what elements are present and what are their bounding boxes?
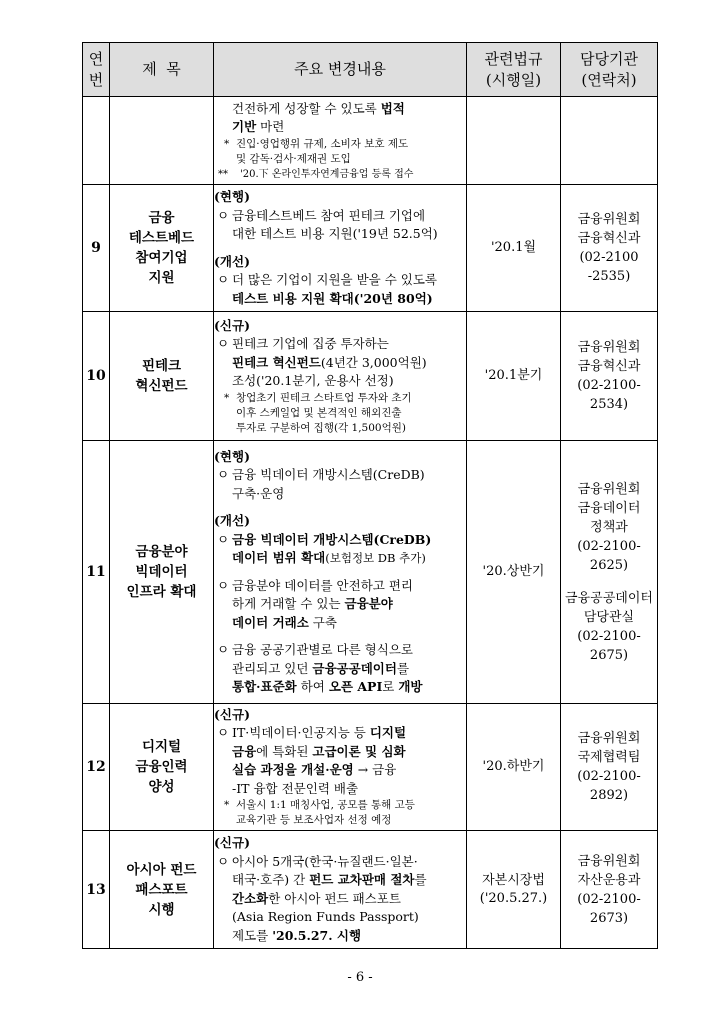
status-tag: (현행) [214, 189, 250, 204]
table-row-continuation [83, 97, 658, 185]
header-law: 관련법규 (시행일) [467, 43, 561, 97]
row-org: 금융위원회 금융혁신과 (02-2100- 2534) [561, 312, 658, 441]
bullet-item: ㅇ IT·빅데이터·인공지능 등 디지털 금융에 특화된 고급이론 및 심화 실습 과정을 개설·운영 → 금융 -IT 융합 전문인력 배출 [217, 725, 407, 796]
row-title: 디지털 금융인력 양성 [110, 704, 214, 831]
row-number: 12 [83, 704, 110, 831]
table-row [83, 185, 658, 312]
cell-title [110, 97, 214, 185]
table-row [83, 312, 658, 441]
row-org: 금융위원회 금융데이터 정책과 (02-2100- 2625) 금융공공데이터 담당관실 (02-2100- 2675) [561, 441, 658, 704]
status-tag: (개선) [214, 513, 250, 528]
row-content [214, 185, 467, 312]
table-row [83, 831, 658, 949]
bullet-item: ㅇ 금융 빅데이터 개방시스템(CreDB) 데이터 범위 확대(보험정보 DB 추가) [217, 531, 432, 565]
bullet-item: ㅇ 금융 공공기관별로 다른 형식으로 관리되고 있던 금융공공데이터를 통합·표준화 하여 오픈 API로 개방 [217, 642, 423, 694]
status-tag: (신규) [214, 706, 250, 722]
row-title: 핀테크 혁신펀드 [110, 312, 214, 441]
cell-no [83, 97, 110, 185]
row-law: '20.1분기 [467, 312, 561, 441]
row-title: 금융 테스트베드 참여기업 지원 [110, 185, 214, 312]
bullet-item: ㅇ 아시아 5개국(한국·뉴질랜드·일본· 태국·호주) 간 펀드 교차판매 절차를 간소화한 아시아 펀드 패스포트 (Asia Region Funds Passport) 제도를 '20.5.27. 시행 [217, 853, 427, 943]
status-tag: (현행) [214, 448, 250, 464]
bullet-item: ㅇ 더 많은 기업이 지원을 받을 수 있도록 테스트 비용 지원 확대('20년 80억) [217, 272, 437, 306]
row-number: 9 [83, 185, 110, 312]
content-line: 기반 마련 [232, 119, 285, 134]
row-org: 금융위원회 자산운용과 (02-2100- 2673) [561, 831, 658, 949]
cell-law [467, 97, 561, 185]
row-content [214, 441, 467, 704]
bullet-item: ㅇ 금융테스트베드 참여 핀테크 기업에 대한 테스트 비용 지원('19년 52.5억) [217, 207, 438, 241]
row-law: '20.1월 [467, 185, 561, 312]
content-line: 건전하게 성장할 수 있도록 법적 [232, 100, 405, 116]
footnote: * 서울시 1:1 매칭사업, 공모를 통해 고등 교육기관 등 보조사업자 선정 예정 [224, 799, 415, 827]
row-content [214, 831, 467, 949]
bullet-item: ㅇ 금융분야 데이터를 안전하고 편리 하게 거래할 수 있는 금융분야 데이터 거래소 구축 [217, 577, 413, 630]
bullet-item: ㅇ 핀테크 기업에 집중 투자하는 핀테크 혁신펀드(4년간 3,000억원) 조성('20.1분기, 운용사 선정) [217, 336, 427, 388]
row-law: 자본시장법 ('20.5.27.) [467, 831, 561, 949]
row-number: 10 [83, 312, 110, 441]
bullet-item: ㅇ 금융 빅데이터 개방시스템(CreDB) 구축·운영 [217, 467, 425, 501]
row-title: 아시아 펀드 패스포트 시행 [110, 831, 214, 949]
row-org: 금융위원회 금융혁신과 (02-2100 -2535) [561, 185, 658, 312]
status-tag: (개선) [214, 253, 250, 269]
status-tag: (신규) [214, 317, 250, 333]
page-number: - 6 - [347, 970, 373, 985]
footnote: * 진입·영업행위 규제, 소비자 보호 제도 [224, 137, 409, 150]
table-row [83, 704, 658, 831]
header-org: 담당기관 (연락처) [561, 43, 658, 97]
footnote: 및 감독·검사·제재권 도입 [236, 152, 351, 165]
row-law: '20.상반기 [467, 441, 561, 704]
footnote: ** '20.下 온라인투자연계금융업 등록 접수 [218, 168, 414, 180]
policy-change-table [82, 42, 658, 949]
cell-org [561, 97, 658, 185]
row-title: 금융분야 빅데이터 인프라 확대 [110, 441, 214, 704]
row-number: 13 [83, 831, 110, 949]
cell-content [214, 97, 467, 185]
row-law: '20.하반기 [467, 704, 561, 831]
row-content [214, 312, 467, 441]
status-tag: (신규) [214, 835, 250, 850]
footnote: * 창업초기 핀테크 스타트업 투자와 초기 이후 스케일업 및 본격적인 해외진출 투자로 구분하여 집행(각 1,500억원) [224, 391, 412, 434]
row-org: 금융위원회 국제협력팀 (02-2100- 2892) [561, 704, 658, 831]
table-header-row [83, 43, 658, 97]
table-row [83, 441, 658, 704]
row-content [214, 704, 467, 831]
header-title: 제 목 [110, 43, 214, 97]
header-no: 연 번 [83, 43, 110, 97]
header-content: 주요 변경내용 [214, 43, 467, 97]
row-number: 11 [83, 441, 110, 704]
